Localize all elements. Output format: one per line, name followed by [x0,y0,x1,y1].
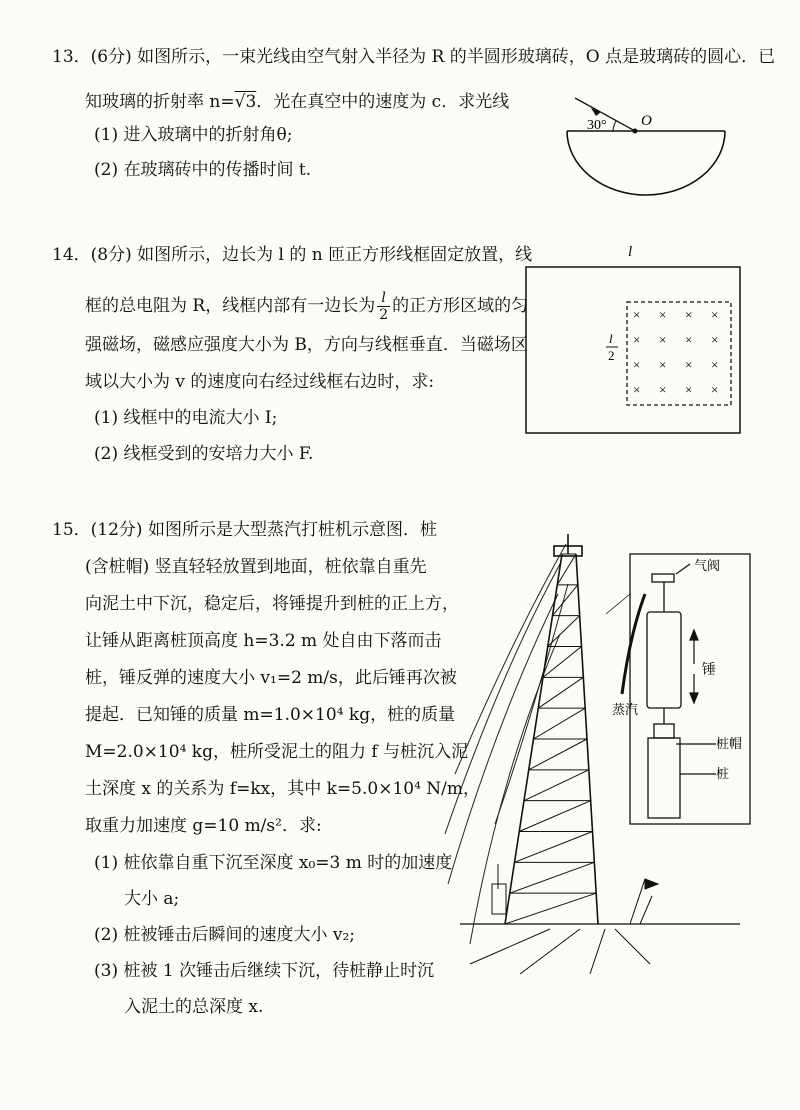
center-label: O [641,113,652,129]
q13-semicircle-figure [555,88,745,203]
q13-number: 13 [52,47,74,67]
svg-text:2: 2 [608,348,615,363]
q15-line4: 让锤从距离桩顶高度 h=3.2 m 处自由下落而击 [85,631,442,651]
q14-number: 14 [52,245,74,265]
side-length-label: l [628,244,633,260]
label-steam: 蒸汽 [612,702,639,717]
q14-line1: 14．(8分) 如图所示，边长为 l 的 n 匝正方形线框固定放置，线 [52,245,533,265]
q13-line1: 13．(6分) 如图所示，一束光线由空气射入半径为 R 的半圆形玻璃砖，O 点是玻璃砖的圆心．已 [52,47,776,67]
q15-line6: 提起．已知锤的质量 m=1.0×10⁴ kg，桩的质量 [85,705,456,725]
fraction-l-over-2: $\frac{l}{2}$ [379,290,389,323]
q14-sub1: (1) 线框中的电流大小 I; [94,408,278,428]
q13-points: (6分) [90,47,132,67]
field-cross-mark: × [659,382,667,397]
field-cross-mark: × [711,332,719,347]
q15-sub3b: 入泥土的总深度 x. [124,997,264,1017]
field-cross-mark: × [633,307,641,322]
field-cross-marks [633,307,718,397]
q15-number: 15 [52,520,74,540]
q15-sub3a: (3) 桩被 1 次锤击后继续下沉，待桩静止时沉 [94,961,435,981]
q14-line2: 框的总电阻为 R，线框内部有一边长为 $\frac{l}{2}$ 的正方形区域的匀 [85,290,529,323]
field-cross-mark: × [633,357,641,372]
field-cross-mark: × [659,357,667,372]
label-cap: 桩帽 [716,736,743,751]
label-pile: 桩 [716,766,730,781]
svg-text:l: l [609,331,613,346]
q15-line1: 15．(12分) 如图所示是大型蒸汽打桩机示意图．桩 [52,520,437,540]
q15-line2: (含桩帽) 竖直轻轻放置到地面，桩依靠自重先 [85,557,427,577]
field-cross-mark: × [685,357,693,372]
q14-line3: 强磁场，磁感应强度大小为 B，方向与线框垂直．当磁场区 [85,335,528,355]
sqrt-3: √3 [234,92,257,112]
q15-sub2: (2) 桩被锤击后瞬间的速度大小 v₂; [94,925,356,945]
q15-line8: 土深度 x 的关系为 f=kx，其中 k=5.0×10⁴ N/m， [85,779,481,799]
field-cross-mark: × [633,382,641,397]
tower-frame [505,534,598,924]
q13-line2: 知玻璃的折射率 n=√3．光在真空中的速度为 c．求光线 [85,92,510,112]
field-cross-mark: × [659,307,667,322]
q15-line9: 取重力加速度 g=10 m/s²．求: [85,816,322,836]
q14-coil-figure [520,238,750,438]
field-cross-mark: × [685,307,693,322]
q15-line3: 向泥土中下沉，稳定后，将锤提升到桩的正上方， [85,594,459,614]
q15-sub1a: (1) 桩依靠自重下沉至深度 x₀=3 m 时的加速度 [94,853,453,873]
q15-line5: 桩，锤反弹的速度大小 v₁=2 m/s，此后锤再次被 [85,668,457,688]
q13-sub1: (1) 进入玻璃中的折射角θ; [94,125,293,145]
square-coil [526,267,740,433]
field-cross-mark: × [711,307,719,322]
q13-sub2: (2) 在玻璃砖中的传播时间 t. [94,160,312,180]
q14-line4: 域以大小为 v 的速度向右经过线框右边时，求: [85,372,435,392]
field-cross-mark: × [685,382,693,397]
angle-label: 30° [587,118,607,133]
q15-sub1b: 大小 a; [124,889,180,909]
label-hammer: 锤 [702,663,716,678]
field-cross-mark: × [711,357,719,372]
field-cross-mark: × [659,332,667,347]
q14-sub2: (2) 线框受到的安培力大小 F. [94,444,314,464]
field-cross-mark: × [685,332,693,347]
label-valve: 气阀 [694,558,721,573]
field-cross-mark: × [711,382,719,397]
q14-points: (8分) [90,245,132,265]
q15-points: (12分) [90,520,143,540]
pile-driver-figure [440,524,760,984]
q15-line7: M=2.0×10⁴ kg，桩所受泥土的阻力 f 与桩沉入泥 [85,742,469,762]
field-cross-mark: × [633,332,641,347]
